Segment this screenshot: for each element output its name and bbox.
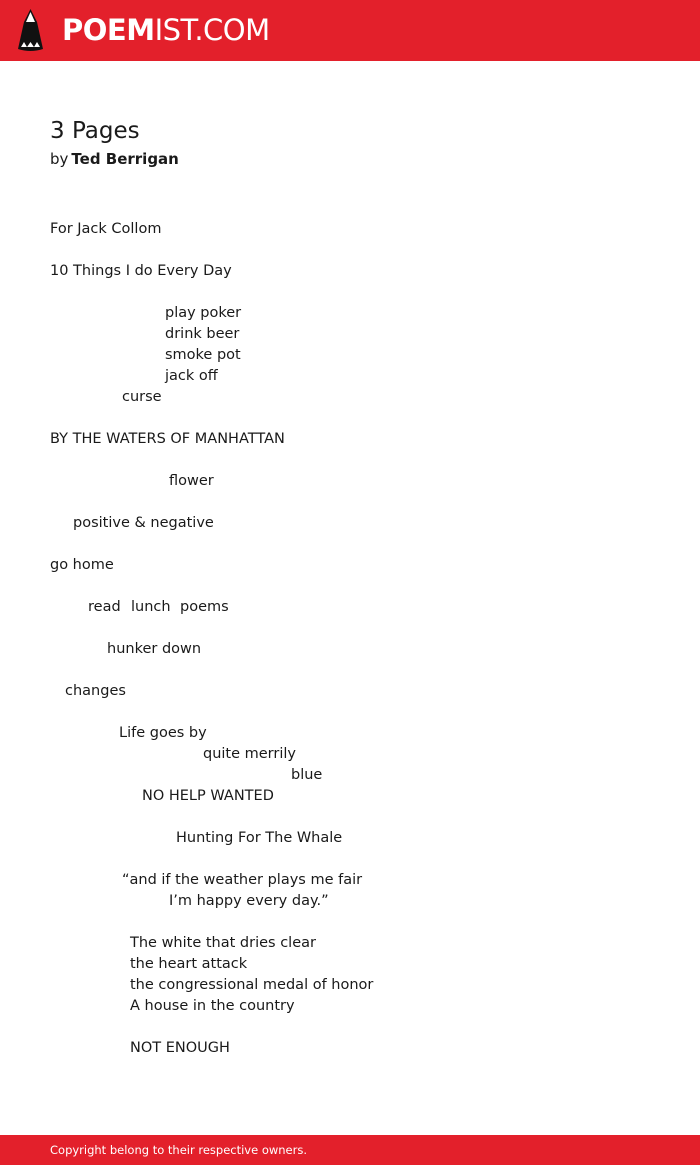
logo-light-text: IST.COM <box>154 13 270 47</box>
pen-nib-logo-icon[interactable] <box>17 9 44 51</box>
poem-line: play poker <box>165 305 242 321</box>
poem-line: curse <box>122 389 162 405</box>
logo-bold-text: POEM <box>62 13 155 47</box>
poem-line: flower <box>169 473 214 489</box>
copyright-notice: Copyright belong to their respective owners. <box>50 1143 308 1157</box>
poem-line: Hunting For The Whale <box>176 830 343 846</box>
poem-line: “and if the weather plays me fair <box>122 872 363 888</box>
poem-line: A house in the country <box>130 998 295 1014</box>
poem-line: jack off <box>165 368 218 384</box>
poem-line: Life goes by <box>119 725 207 741</box>
poem-line: quite merrily <box>203 746 296 762</box>
poem-line: NO HELP WANTED <box>142 788 274 804</box>
site-logo[interactable] <box>62 11 270 49</box>
poem-byline <box>50 149 179 169</box>
poem-line: lunch <box>131 599 171 615</box>
poem-line: 10 Things I do Every Day <box>50 263 232 279</box>
poem-line: poems <box>180 599 229 615</box>
poem-line: hunker down <box>107 641 202 657</box>
poem-line: I’m happy every day.” <box>169 893 329 909</box>
poem-line: go home <box>50 557 114 573</box>
poem-line: For Jack Collom <box>50 221 162 237</box>
poem-line: positive & negative <box>73 515 214 531</box>
poem-line: NOT ENOUGH <box>130 1040 230 1056</box>
poem-line: the heart attack <box>130 956 248 972</box>
poem-line: the congressional medal of honor <box>130 977 374 993</box>
poem-line: blue <box>291 767 323 783</box>
poem-author[interactable]: Ted Berrigan <box>71 150 179 168</box>
poem-title: 3 Pages <box>50 118 140 144</box>
site-header <box>0 0 700 61</box>
poem-line: smoke pot <box>165 347 241 363</box>
poem-line: drink beer <box>165 326 240 342</box>
poem-line: read <box>88 599 121 615</box>
site-footer <box>0 1135 700 1165</box>
poem-line: The white that dries clear <box>130 935 316 951</box>
poem-line: changes <box>65 683 126 699</box>
poem-line: BY THE WATERS OF MANHATTAN <box>50 431 285 447</box>
byline-prefix: by <box>50 150 69 168</box>
